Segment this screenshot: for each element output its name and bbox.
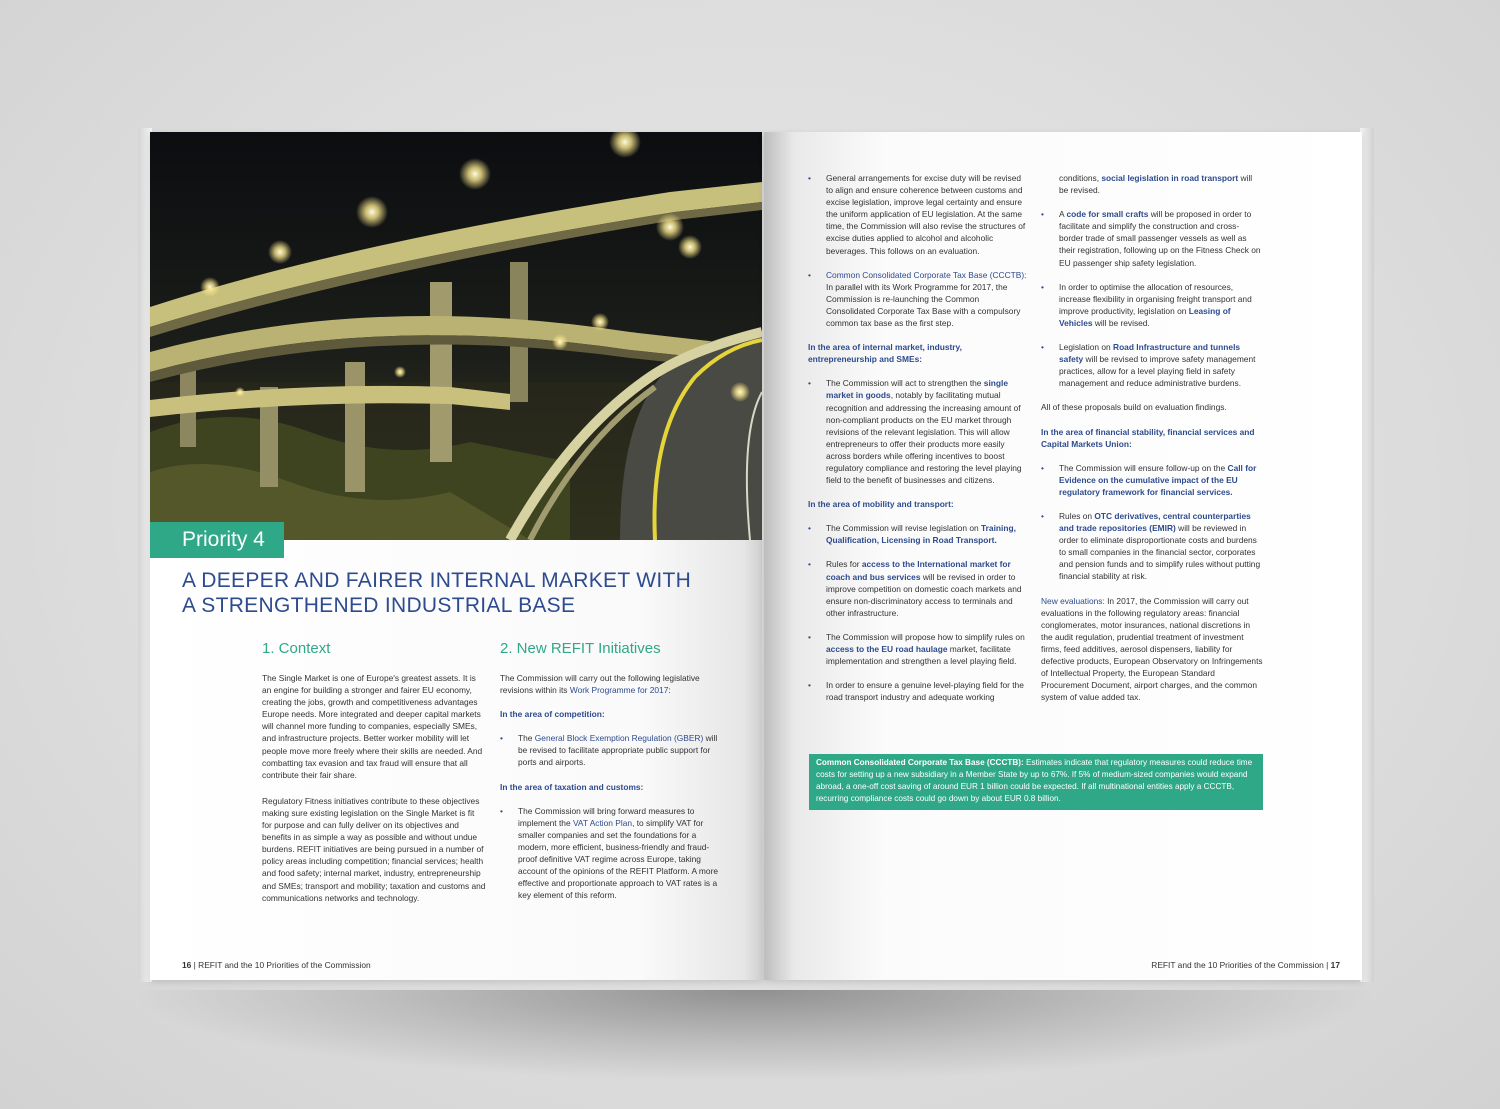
internal-market-list bbox=[808, 377, 1028, 486]
right-column-1 bbox=[808, 172, 1028, 715]
list-item: • Rules for access to the International market for coach and bus services will be revised in order to improve competition on domestic coach markets and ensure non-discriminatory access to terminals and other infrastructure. bbox=[808, 558, 1028, 618]
list-item: • The Commission will bring forward measures to implement the VAT Action Plan, to simplify VAT for smaller companies and set the foundations for a modern, more efficient, business-friendly and fraud-proof definitive VAT regime across Europe, taking account of the opinions of the REFIT Platform. A more effective and proportionate approach to VAT rates is a key element of this reform. bbox=[500, 805, 726, 902]
initiatives-intro: The Commission will carry out the following legislative revisions within its Work Programme for 2017: bbox=[500, 673, 700, 696]
title-line-2: A STRENGTHENED INDUSTRIAL BASE bbox=[182, 594, 576, 617]
list-item: • The Commission will revise legislation on Training, Qualification, Licensing in Road Transport. bbox=[808, 522, 1028, 546]
right-page bbox=[764, 132, 1362, 980]
competition-list bbox=[500, 732, 726, 768]
page-number: 16 bbox=[182, 960, 192, 970]
list-item: • General arrangements for excise duty will be revised to align and ensure coherence between customs and excise legislation, improve legal certainty and ensure the uniform application of EU legislation. At the same time, the Commission will also revise the structures of excise duties applied to alcohol and alcoholic beverages. This follows on an evaluation. bbox=[808, 172, 1028, 257]
all-proposals-text: All of these proposals build on evaluation findings. bbox=[1041, 402, 1227, 413]
vat-action-plan-link[interactable]: VAT Action Plan bbox=[572, 817, 633, 828]
page-stack-right bbox=[1360, 128, 1374, 982]
new-evaluations-paragraph: New evaluations: In 2017, the Commission will carry out evaluations in the following regulatory areas: financial conglomerates, motor insurances, national discretions in the audit regulation, prudential treatment of investment firms, feed additives, aerosol dispensers, liability for defective products, European Observatory on Infringements of Intellectual Property, the European Standard Procurement Document, airport charges, and the common system of value added tax. bbox=[1041, 595, 1263, 703]
financial-heading: In the area of financial stability, financial services and Capital Markets Union: bbox=[1041, 426, 1255, 449]
list-item: • The General Block Exemption Regulation (GBER) will be revised to facilitate appropriate public support for ports and airports. bbox=[500, 732, 726, 768]
context-paragraph-2: Regulatory Fitness initiatives contribute to these objectives making sure existing legislation on the Single Market is fit for purpose and can fully deliver on its objectives and benefits in as simple a way as possible and without undue burdens. REFIT initiatives are being pursued in a number of policy areas including competition; financial services; health and food safety; internal market, industry, entrepreneurship and SMEs; transport and mobility; taxation and customs and communications networks and technology. bbox=[262, 795, 486, 903]
road-haulage-link[interactable]: access to the EU road haulage bbox=[826, 644, 948, 654]
left-page bbox=[150, 132, 762, 980]
footer-right bbox=[1151, 960, 1340, 970]
book-shadow bbox=[140, 990, 1370, 1080]
financial-list bbox=[1041, 462, 1263, 583]
new-evaluations-label: New evaluations: bbox=[1041, 595, 1105, 606]
footer-left bbox=[182, 960, 371, 970]
highway-night-photo bbox=[150, 132, 762, 540]
list-item: • Rules on OTC derivatives, central counterparties and trade repositories (EMIR) will be reviewed in order to eliminate disproportionate costs and burdens to small companies in the financial sector, corporates and pension funds and to simplify rules without putting financial stability at risk. bbox=[1041, 510, 1263, 583]
context-column bbox=[262, 640, 486, 916]
mobility-list bbox=[808, 522, 1028, 703]
initiatives-heading: 2. New REFIT Initiatives bbox=[500, 640, 661, 657]
single-market-goods-link[interactable]: single market in goods bbox=[826, 378, 1008, 401]
list-item: • In order to optimise the allocation of resources, increase flexibility in organising freight transport and improve productivity, legislation on Leasing of Vehicles will be revised. bbox=[1041, 281, 1263, 329]
gber-link[interactable]: General Block Exemption Regulation (GBER) bbox=[534, 733, 704, 744]
box-bold-label: Common Consolidated Corporate Tax Base (CCCTB): bbox=[816, 758, 1024, 767]
list-item: • A code for small crafts will be proposed in order to facilitate and simplify the construction and cross-border trade of small passenger vessels as well as their registration, following up on the Fitness Check on EU passenger ship safety legislation. bbox=[1041, 208, 1263, 268]
priority-label: Priority 4 bbox=[150, 522, 284, 558]
list-item: • Legislation on Road Infrastructure and tunnels safety will be revised to improve safety management practices, allow for a level playing field in safety management and reduce administrative burdens. bbox=[1041, 341, 1263, 389]
ccctb-estimate-box bbox=[809, 754, 1263, 810]
title-line-1: A DEEPER AND FAIRER INTERNAL MARKET WITH bbox=[182, 569, 692, 592]
leasing-vehicles-link[interactable]: Leasing of Vehicles bbox=[1059, 305, 1231, 328]
competition-heading: In the area of competition: bbox=[500, 709, 605, 720]
coach-bus-link[interactable]: access to the International market for coach and bus services bbox=[826, 559, 1011, 582]
ccctb-link[interactable]: Common Consolidated Corporate Tax Base (CCCTB): bbox=[826, 269, 1027, 280]
footer-text: | REFIT and the 10 Priorities of the Commission bbox=[191, 960, 371, 970]
list-item: • The Commission will act to strengthen the single market in goods, notably by facilitating mutual recognition and addressing the increasing amount of non-compliant products on the EU market through revisions of the relevant legislation. This will allow entrepreneurs to offer their products more easily across borders while offering incentives to boost regulatory compliance and restoring the level playing field to the benefit of businesses and citizens. bbox=[808, 377, 1028, 486]
list-item: • The Commission will propose how to simplify rules on access to the EU road haulage market, facilitate implementation and strengthen a level playing field. bbox=[808, 631, 1028, 667]
training-link[interactable]: Training, Qualification, Licensing in Road Transport. bbox=[826, 523, 1016, 546]
context-paragraph-1: The Single Market is one of Europe's greatest assets. It is an engine for building a stronger and fairer EU economy, creating the jobs, growth and competitiveness advantages Europe needs. More integrated and deeper capital markets will channel more funding to companies, especially SMEs, and infrastructure projects. Better worker mobility will let people move more freely where their skills are needed. And combatting tax evasion and tax fraud will ensure that all contribute their fair share. bbox=[262, 673, 483, 780]
context-heading: 1. Context bbox=[262, 640, 331, 657]
excise-list bbox=[808, 172, 1028, 329]
work-programme-link[interactable]: Work Programme for 2017 bbox=[569, 685, 669, 696]
small-crafts-link[interactable]: code for small crafts bbox=[1066, 209, 1149, 220]
internal-market-heading: In the area of internal market, industry, entrepreneurship and SMEs: bbox=[808, 342, 962, 365]
footer-text: REFIT and the 10 Priorities of the Commission | bbox=[1151, 960, 1331, 970]
list-item: • The Commission will ensure follow-up on the Call for Evidence on the cumulative impact of the EU regulatory framework for financial services. bbox=[1041, 462, 1263, 498]
mobility-heading: In the area of mobility and transport: bbox=[808, 499, 954, 510]
initiatives-column bbox=[500, 640, 726, 913]
call-for-evidence-link[interactable]: Call for Evidence on the cumulative impact of the EU regulatory framework for financial services. bbox=[1059, 462, 1257, 497]
page-number: 17 bbox=[1330, 960, 1340, 970]
emir-link[interactable]: OTC derivatives, central counterparties and trade repositories (EMIR) bbox=[1059, 510, 1251, 534]
transport-list bbox=[1041, 208, 1263, 389]
list-item: • In order to ensure a genuine level-playing field for the road transport industry and adequate working bbox=[808, 679, 1028, 703]
box-text: Estimates indicate that regulatory measures could reduce time costs for setting up a new subsidiary in a Member State by up to 67%. If 5% of medium-sized companies would expand abroad, a one-off cost saving of around EUR 1 billion could be expected. If all multinational entities apply a CCCTB, recurring compliance costs could go down by about EUR 0.8 billion. bbox=[816, 758, 1253, 804]
list-item: • Common Consolidated Corporate Tax Base (CCCTB): In parallel with its Work Programme for 2017, the Commission is re-launching the Common Consolidated Corporate Tax Base with a compulsory common tax base as the first step. bbox=[808, 269, 1028, 329]
social-legislation-link[interactable]: social legislation in road transport bbox=[1101, 173, 1239, 183]
page-title bbox=[182, 568, 722, 618]
taxation-list bbox=[500, 805, 726, 902]
conditions-continued: conditions, social legislation in road transport will be revised. bbox=[1059, 173, 1253, 196]
road-infrastructure-link[interactable]: Road Infrastructure and tunnels safety bbox=[1059, 342, 1241, 365]
right-column-2 bbox=[1041, 172, 1263, 715]
taxation-heading: In the area of taxation and customs: bbox=[500, 781, 644, 792]
